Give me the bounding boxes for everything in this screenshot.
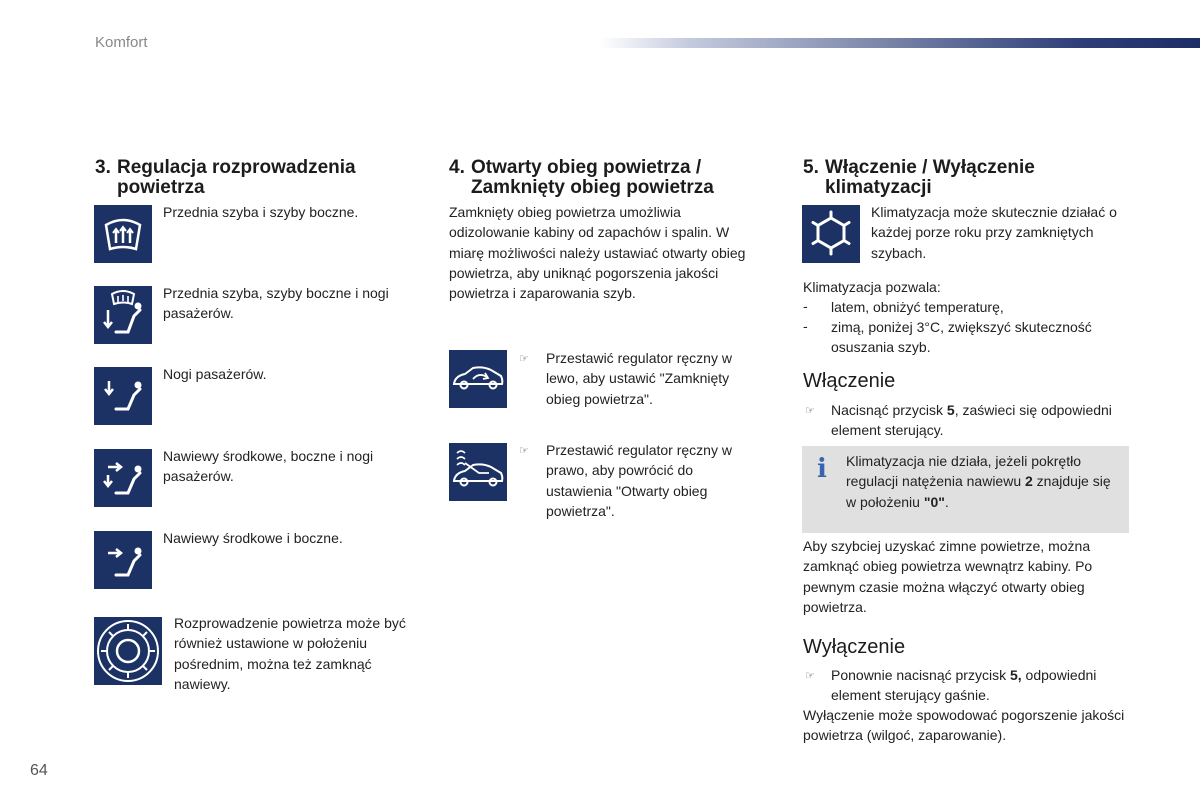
on-instruction: Nacisnąć przycisk 5, zaświeci się odpowiedni element sterujący. — [831, 402, 1112, 439]
col2-title: 4. Otwarty obieg powietrza / Zamknięty obieg powietrza — [449, 157, 714, 198]
off-heading: Wyłączenie — [803, 636, 906, 658]
col2-item2-text: Przestawić regulator ręczny w prawo, aby powrócić do ustawienia "Otwarty obieg powietrza". — [546, 442, 732, 519]
section-label: Komfort — [95, 34, 148, 51]
snowflake-icon — [802, 205, 860, 263]
col3-allows-item2: zimą, poniżej 3°C, zwiększyć skuteczność osuszania szyb. — [831, 319, 1092, 356]
col1-item2-text: Przednia szyba, szyby boczne i nogi pasażerów. — [163, 285, 389, 322]
dash-marker: - — [803, 318, 808, 334]
col1-item5-text: Nawiewy środkowe i boczne. — [163, 530, 343, 546]
off-note: Wyłączenie może spowodować pogorszenie jakości powietrza (wilgoć, zaparowanie). — [803, 707, 1125, 744]
page-number: 64 — [30, 762, 48, 779]
col3-allows-label: Klimatyzacja pozwala: — [803, 279, 941, 295]
bullet-icon: ☞ — [805, 405, 815, 417]
off-instruction: Ponownie nacisnąć przycisk 5, odpowiedni element sterujący gaśnie. — [831, 667, 1097, 704]
info-box — [802, 446, 1129, 533]
fresh-air-icon — [449, 443, 507, 501]
col1-item3-text: Nogi pasażerów. — [163, 366, 267, 382]
distribution-dial-icon — [94, 617, 162, 685]
bullet-icon: ☞ — [519, 445, 529, 457]
bullet-icon: ☞ — [805, 670, 815, 682]
on-heading: Włączenie — [803, 370, 896, 392]
col1-item4-text: Nawiewy środkowe, boczne i nogi pasażerów. — [163, 448, 374, 485]
col3-ac-text: Klimatyzacja może skutecznie działać o każdej porze roku przy zamkniętych szybach. — [871, 204, 1117, 261]
dash-marker: - — [803, 298, 808, 314]
col1-item1-text: Przednia szyba i szyby boczne. — [163, 204, 359, 220]
center-vent-icon — [94, 531, 152, 589]
header-gradient-bar — [600, 38, 1200, 48]
windshield-defrost-icon — [94, 205, 152, 263]
col3-allows-item1: latem, obniżyć temperaturę, — [831, 299, 1004, 315]
col3-title: 5. Włączenie / Wyłączenie klimatyzacji — [803, 157, 1035, 198]
bullet-icon: ☞ — [519, 353, 529, 365]
info-text: Klimatyzacja nie działa, jeżeli pokrętło regulacji natężenia nawiewu 2 znajduje się w położeniu "0". — [846, 453, 1111, 510]
col1-item6-text: Rozprowadzenie powietrza może być również ustawione w położeniu pośrednim, można też zamknąć nawiewy. — [174, 615, 406, 692]
col2-item1-text: Przestawić regulator ręczny w lewo, aby ustawić "Zamknięty obieg powietrza". — [546, 350, 732, 407]
col1-title: 3. Regulacja rozprowadzenia powietrza — [95, 157, 356, 198]
col2-intro: Zamknięty obieg powietrza umożliwia odizolowanie kabiny od zapachów i spalin. W miarę możliwości należy ustawiać otwarty obieg powietrza, aby uniknąć pogorszenia jakości powietrza i zaparowania szyb. — [449, 204, 746, 302]
info-icon: i — [817, 454, 827, 484]
windshield-feet-icon — [94, 286, 152, 344]
feet-vent-icon — [94, 367, 152, 425]
center-feet-vent-icon — [94, 449, 152, 507]
recirculation-icon — [449, 350, 507, 408]
col3-tip: Aby szybciej uzyskać zimne powietrze, można zamknąć obieg powietrza wewnątrz kabiny. Po pewnym czasie można włączyć otwarty obieg powietrza. — [803, 538, 1093, 615]
